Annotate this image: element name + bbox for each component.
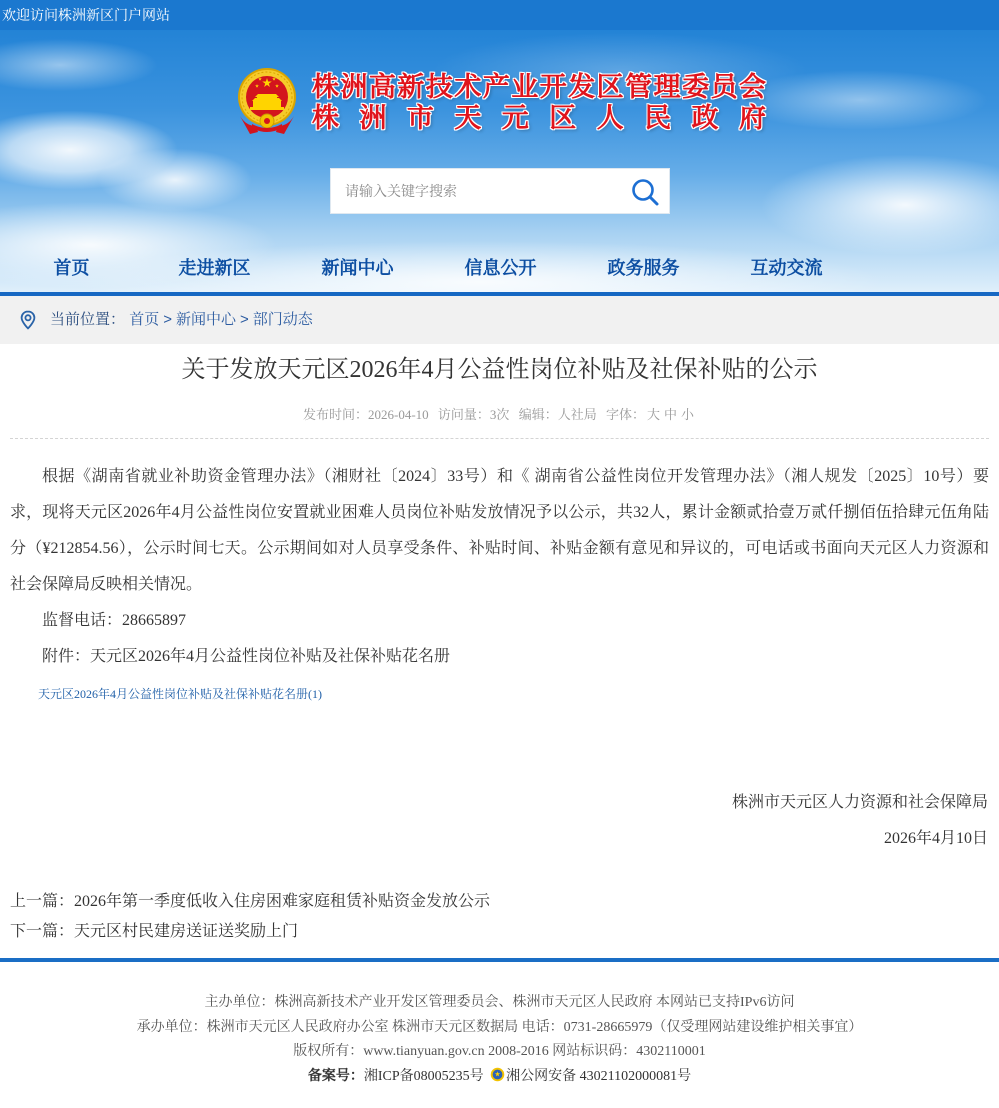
article-divider — [10, 438, 989, 439]
record-label: 备案号： — [307, 1068, 364, 1084]
national-emblem-icon — [236, 66, 298, 136]
prev-article — [10, 887, 490, 917]
article-signature — [732, 785, 988, 857]
breadcrumb-prefix: 当前位置： — [50, 311, 126, 328]
publish-date: 2026-04-10 — [367, 407, 429, 422]
article-pager — [10, 887, 490, 947]
nav-item-interaction[interactable]: 互动交流 — [750, 258, 823, 278]
search-icon — [629, 176, 661, 208]
editor-label: 编辑： — [518, 407, 558, 422]
breadcrumb — [0, 296, 999, 344]
nav-item-news[interactable]: 新闻中心 — [321, 258, 394, 278]
search-button[interactable] — [629, 176, 661, 208]
signature-org: 株洲市天元区人力资源和社会保障局 — [731, 794, 988, 811]
font-size-small[interactable]: 小 — [681, 407, 695, 422]
editor-name: 人社局 — [557, 407, 597, 422]
breadcrumb-separator: > — [163, 311, 172, 328]
breadcrumb-department-news[interactable]: 部门动态 — [252, 311, 313, 328]
attachment-label: 附件：天元区2026年4月公益性岗位补贴及社保补贴花名册 — [42, 648, 451, 665]
footer-sponsor: 主办单位：株洲高新技术产业开发区管理委员会、株洲市天元区人民政府 本网站已支持IPv6访问 — [204, 995, 795, 1010]
search-box — [330, 168, 670, 214]
next-article-link[interactable]: 天元区村民建房送证送奖励上门 — [74, 923, 299, 940]
site-title — [312, 72, 766, 134]
footer-organizer: 承办单位：株洲市天元区人民政府办公室 株洲市天元区数据局 电话：0731-28665979（仅受理网站建设维护相关事宜） — [136, 1019, 863, 1035]
article-paragraph: 根据《湖南省就业补助资金管理办法》（湘财社〔2024〕33号）和《 湖南省公益性岗位开发管理办法》（湘人规发〔2025〕10号）要求，现将天元区2026年4月公益性岗位安置就业困难人员岗位补贴发放情况予以公示，共32人，累计金额贰拾壹万贰仟捌佰伍拾肆元伍角陆分（¥212854.56），公示时间七天。公示期间如对人员享受条件、补贴时间、补贴金额有意见和异议的，可电话或书面向天元区人力资源和社会保障局反映相关情况。 — [10, 468, 989, 593]
breadcrumb-separator: > — [239, 311, 249, 328]
main-nav — [0, 250, 999, 286]
views-label: 访问量： — [437, 407, 490, 422]
nav-item-about[interactable]: 走进新区 — [178, 258, 251, 278]
search-input[interactable] — [331, 169, 621, 213]
icp-record-link[interactable]: 湘ICP备08005235号 — [363, 1068, 484, 1084]
nav-item-home[interactable]: 首页 — [53, 258, 90, 278]
attachment-link[interactable]: 天元区2026年4月公益性岗位补贴及社保补贴花名册(1) — [38, 687, 322, 701]
welcome-text: 欢迎访问株洲新区门户网站 — [2, 7, 170, 23]
footer-copyright: 版权所有：www.tianyuan.gov.cn 2008-2016 网站标识码：4302110001 — [293, 1044, 706, 1059]
site-title-line-2: 株 洲 市 天 元 区 人 民 政 府 — [312, 103, 766, 133]
article-meta — [0, 405, 999, 425]
nav-item-gov-services[interactable]: 政务服务 — [607, 258, 680, 278]
police-badge-icon — [490, 1067, 505, 1082]
font-size-large[interactable]: 大 — [646, 407, 660, 422]
next-article — [10, 917, 490, 947]
signature-date: 2026年4月10日 — [883, 830, 988, 847]
welcome-bar — [0, 0, 999, 30]
nav-item-info-disclosure[interactable]: 信息公开 — [464, 258, 537, 278]
breadcrumb-home[interactable]: 首页 — [129, 311, 160, 328]
site-header — [0, 30, 999, 292]
site-footer — [0, 962, 999, 1108]
font-size-medium[interactable]: 中 — [664, 407, 678, 422]
views-count: 3次 — [489, 407, 510, 422]
police-record-link[interactable]: 湘公网安备 43021102000081号 — [506, 1068, 692, 1084]
footer-record — [0, 1065, 999, 1090]
publish-date-label: 发布时间： — [302, 407, 368, 422]
prev-label: 上一篇： — [10, 893, 75, 910]
site-title-line-1: 株洲高新技术产业开发区管理委员会 — [312, 72, 766, 102]
prev-article-link[interactable]: 2026年第一季度低收入住房困难家庭租赁补贴资金发放公示 — [74, 893, 491, 910]
article-title: 关于发放天元区2026年4月公益性岗位补贴及社保补贴的公示 — [181, 357, 818, 383]
next-label: 下一篇： — [10, 923, 75, 940]
supervision-phone: 监督电话：28665897 — [42, 612, 187, 629]
breadcrumb-news[interactable]: 新闻中心 — [175, 311, 236, 328]
font-size-label: 字体： — [605, 407, 645, 422]
article-body — [10, 459, 989, 675]
location-pin-icon — [19, 310, 37, 330]
